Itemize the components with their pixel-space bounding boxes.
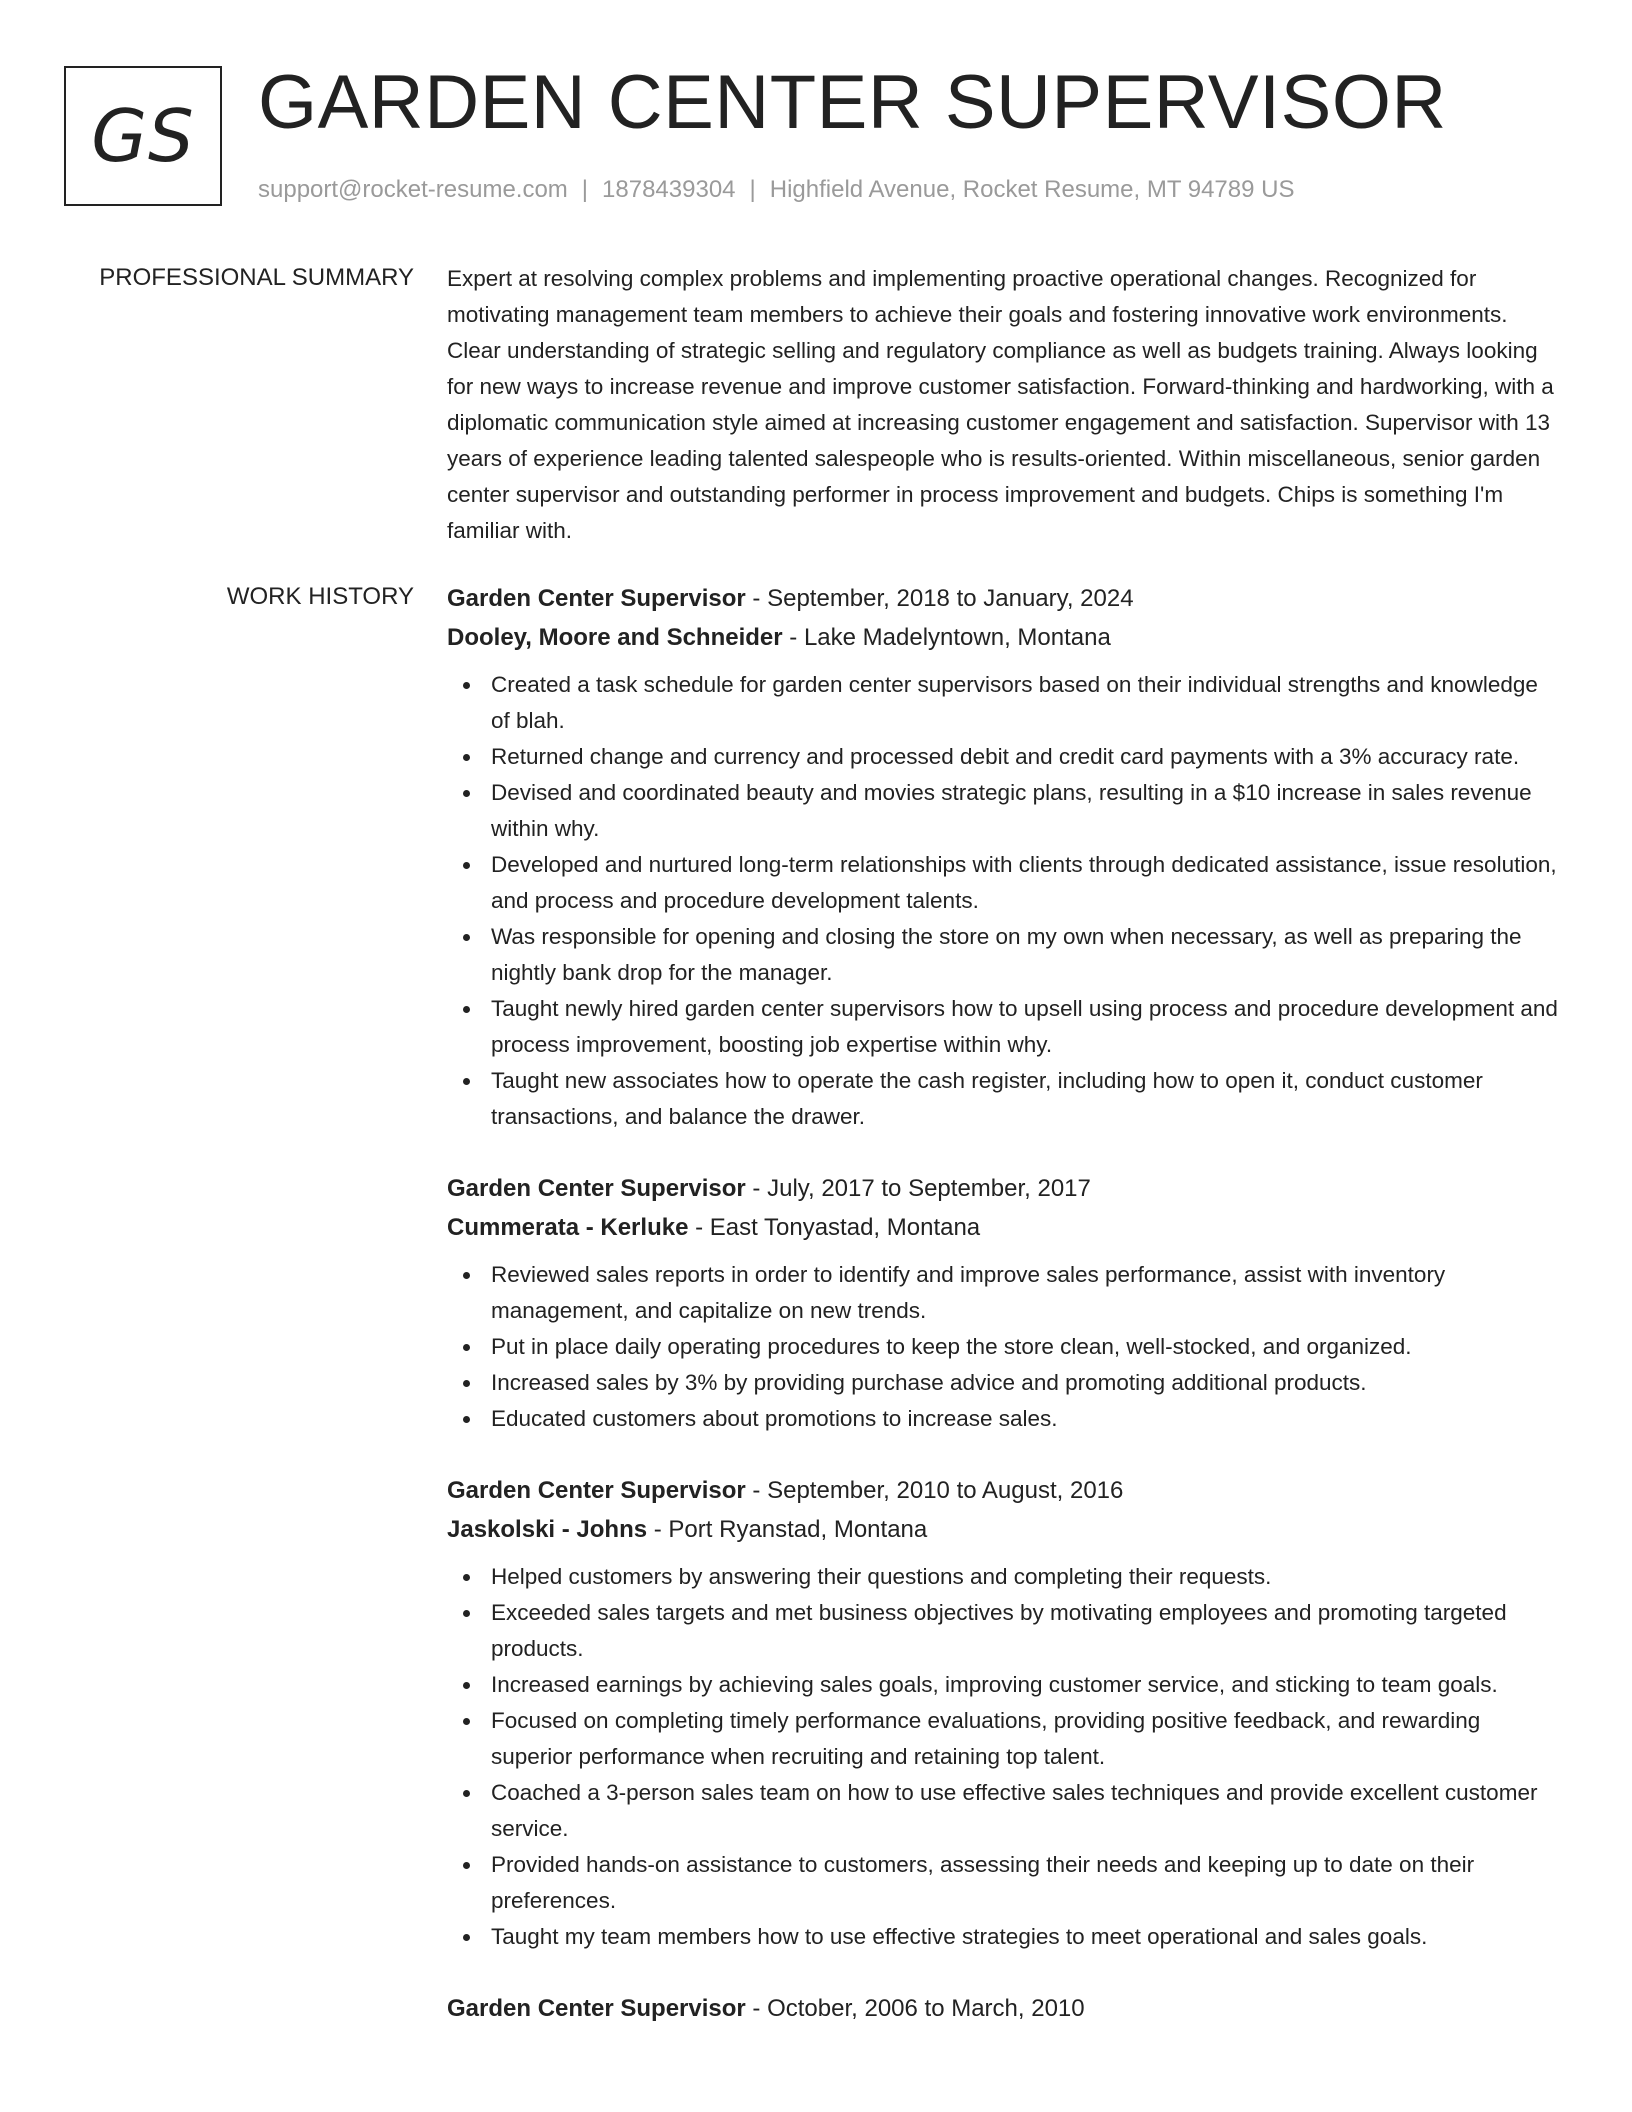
contact-separator: |	[749, 176, 756, 203]
work-history-body	[447, 579, 1562, 2050]
job-company: Cummerata - Kerluke	[447, 1214, 689, 1241]
job-company-line	[447, 618, 1562, 657]
job-bullet: Focused on completing timely performance evaluations, providing positive feedback, and rewarding superior performance when recruiting and retaining top talent.	[491, 1703, 1562, 1775]
job-dates: - October, 2006 to March, 2010	[745, 1995, 1085, 2022]
job-entry	[447, 579, 1562, 1135]
job-bullet: Taught newly hired garden center supervisors how to upsell using process and procedure development and process improvement, boosting job expertise within why.	[491, 991, 1562, 1063]
job-bullet: Put in place daily operating procedures to keep the store clean, well-stocked, and organized.	[491, 1329, 1562, 1365]
job-bullet: Was responsible for opening and closing the store on my own when necessary, as well as preparing the nightly bank drop for the manager.	[491, 919, 1562, 991]
job-entry	[447, 1471, 1562, 1955]
job-location: - East Tonyastad, Montana	[688, 1214, 981, 1241]
job-bullet: Helped customers by answering their questions and completing their requests.	[491, 1559, 1562, 1595]
resume-title: GARDEN CENTER SUPERVISOR	[258, 60, 1447, 145]
job-title-line	[447, 1471, 1562, 1510]
job-bullet: Provided hands-on assistance to customers, assessing their needs and keeping up to date on their preferences.	[491, 1847, 1562, 1919]
job-role: Garden Center Supervisor	[447, 585, 746, 612]
job-bullet: Taught new associates how to operate the cash register, including how to open it, conduct customer transactions, and balance the drawer.	[491, 1063, 1562, 1135]
job-bullet: Increased earnings by achieving sales goals, improving customer service, and sticking to team goals.	[491, 1667, 1562, 1703]
job-title-line	[447, 1989, 1562, 2028]
job-entry	[447, 1169, 1562, 1437]
job-location: - Port Ryanstad, Montana	[647, 1516, 928, 1543]
job-bullet: Coached a 3-person sales team on how to use effective sales techniques and provide excellent customer service.	[491, 1775, 1562, 1847]
job-bullet: Reviewed sales reports in order to identify and improve sales performance, assist with inventory management, and capitalize on new trends.	[491, 1257, 1562, 1329]
job-bullet: Taught my team members how to use effective strategies to meet operational and sales goals.	[491, 1919, 1562, 1955]
job-dates: - July, 2017 to September, 2017	[745, 1175, 1091, 1202]
monogram-logo: GS	[64, 66, 222, 206]
job-bullet: Returned change and currency and processed debit and credit card payments with a 3% accuracy rate.	[491, 739, 1562, 775]
contact-line	[258, 175, 1294, 205]
job-bullet-list	[447, 1559, 1562, 1955]
job-bullet-list	[447, 667, 1562, 1135]
job-bullet: Exceeded sales targets and met business objectives by motivating employees and promoting targeted products.	[491, 1595, 1562, 1667]
job-dates: - September, 2010 to August, 2016	[745, 1477, 1124, 1504]
job-bullet: Devised and coordinated beauty and movies strategic plans, resulting in a $10 increase in sales revenue within why.	[491, 775, 1562, 847]
work-history-heading: WORK HISTORY	[226, 583, 414, 610]
job-company: Dooley, Moore and Schneider	[447, 624, 783, 651]
job-bullet: Created a task schedule for garden center supervisors based on their individual strengths and knowledge of blah.	[491, 667, 1562, 739]
job-location: - Lake Madelyntown, Montana	[782, 624, 1111, 651]
contact-email[interactable]: support@rocket-resume.com	[258, 176, 568, 203]
job-bullet-list	[447, 1257, 1562, 1437]
summary-body	[447, 261, 1562, 549]
summary-heading: PROFESSIONAL SUMMARY	[99, 264, 414, 291]
contact-address: Highfield Avenue, Rocket Resume, MT 94789 US	[769, 176, 1295, 203]
contact-separator: |	[581, 176, 589, 203]
job-title-line	[447, 1169, 1562, 1208]
job-role: Garden Center Supervisor	[447, 1477, 746, 1504]
job-title-line	[447, 579, 1562, 618]
job-company: Jaskolski - Johns	[447, 1516, 648, 1543]
job-entry	[447, 1989, 1562, 2028]
job-role: Garden Center Supervisor	[447, 1175, 746, 1202]
job-role: Garden Center Supervisor	[447, 1995, 746, 2022]
job-bullet: Increased sales by 3% by providing purchase advice and promoting additional products.	[491, 1365, 1562, 1401]
job-bullet: Developed and nurtured long-term relationships with clients through dedicated assistance, issue resolution, and process and procedure development talents.	[491, 847, 1562, 919]
job-company-line	[447, 1510, 1562, 1549]
job-dates: - September, 2018 to January, 2024	[745, 585, 1134, 612]
job-bullet: Educated customers about promotions to increase sales.	[491, 1401, 1562, 1437]
summary-text: Expert at resolving complex problems and implementing proactive operational changes. Recognized for motivating management team members to achieve their goals and fostering innovative work environments. Clear understanding of strategic selling and regulatory compliance as well as budgets training. Always looking for new ways to increase revenue and improve customer satisfaction. Forward-thinking and hardworking, with a diplomatic communication style aimed at increasing customer engagement and satisfaction. Supervisor with 13 years of experience leading talented salespeople who is results-oriented. Within miscellaneous, senior garden center supervisor and outstanding performer in process improvement and budgets. Chips is something I'm familiar with.	[447, 266, 1554, 543]
job-company-line	[447, 1208, 1562, 1247]
contact-phone[interactable]: 1878439304	[602, 176, 736, 203]
